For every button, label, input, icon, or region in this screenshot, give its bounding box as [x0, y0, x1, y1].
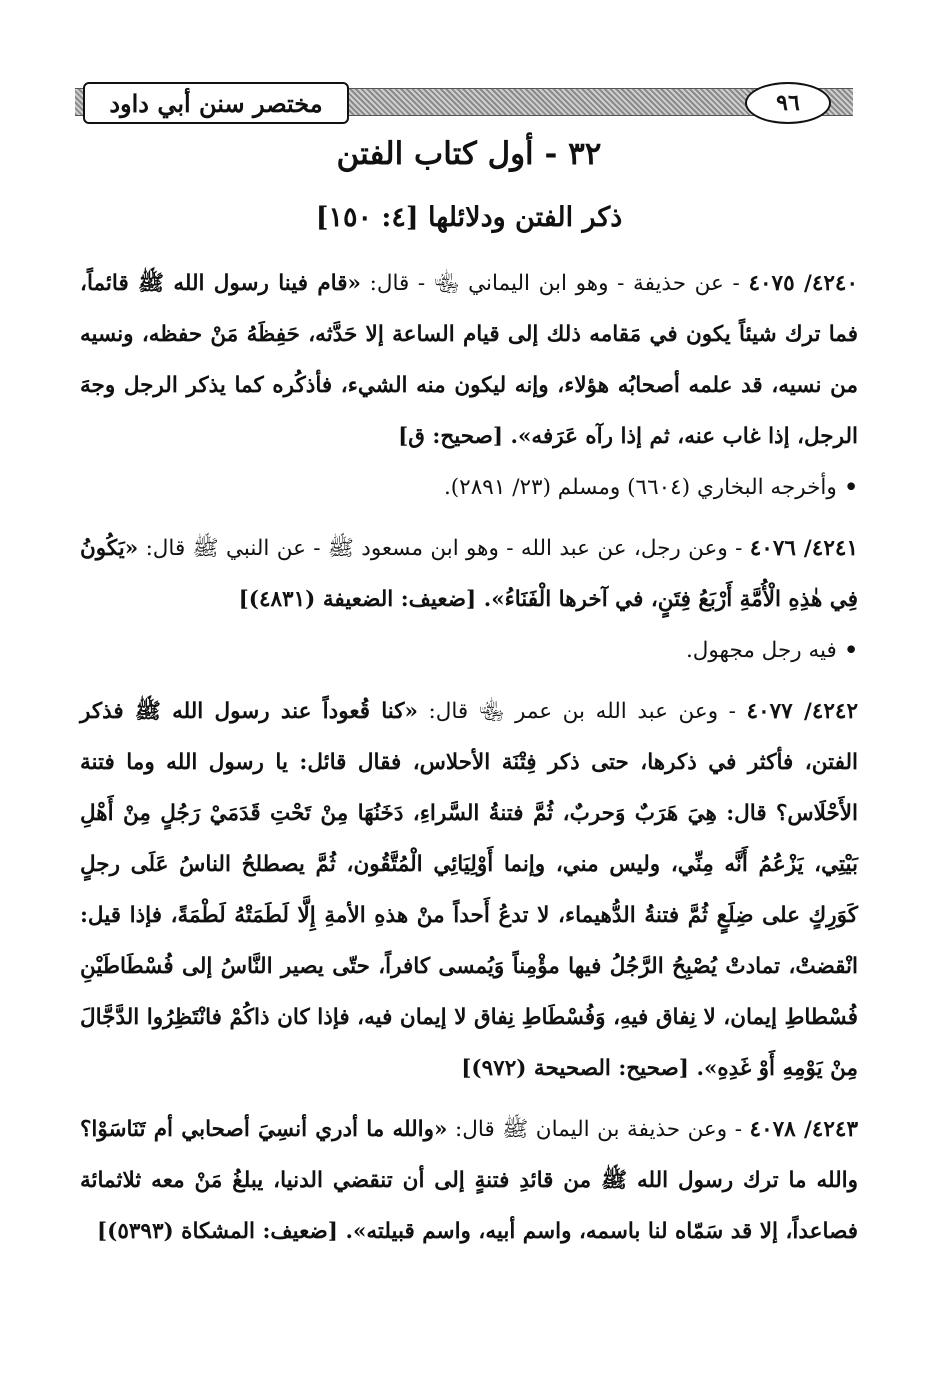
hadith-grade: . [صحيح: الصحيحة (٩٧٢)] [461, 1056, 704, 1081]
book-title: مختصر سنن أبي داود [109, 88, 323, 118]
hadith-grade: . [ضعيف: المشكاة (٥٣٩٣)] [96, 1219, 353, 1244]
hadith-number: ٤٢٤٣/ ٤٠٧٨ [749, 1117, 858, 1142]
hadith-paragraph [80, 258, 858, 462]
hadith-chain: - عن حذيفة - وهو ابن اليماني ﵄ - قال: [360, 271, 749, 296]
hadith-note [80, 462, 858, 513]
hadith-paragraph [80, 686, 858, 1094]
section-title: ذكر الفتن ودلائلها [٤: ١٥٠] [315, 202, 623, 233]
hadith-chain: - وعن رجل، عن عبد الله - وهو ابن مسعود ﷺ - عن النبي ﷺ قال: [138, 536, 750, 561]
hadith-chain: - وعن حذيفة بن اليمان ﷺ قال: [447, 1117, 750, 1142]
page-body [80, 258, 858, 1257]
page-header [75, 82, 853, 122]
hadith-text: «قام فينا رسول الله ﷺ قائماً، فما ترك شيئاً يكون في مَقامه ذلك إلى قيام الساعة إلا حَدَّثه، حَفِظَهُ مَنْ حفظه، ونسيه من نسيه، قد علمه أصحابُه هؤلاء، وإنه ليكون منه الشيء، فأذكُره كما يذكر الرجل وجهَ الرجل، إذا غاب عنه، ثم إذا رآه عَرَفه» [80, 271, 858, 449]
hadith-note-text: فيه رجل مجهول. [685, 638, 837, 663]
hadith-note-text: وأخرجه البخاري (٦٦٠٤) ومسلم (٢٣/ ٢٨٩١). [443, 475, 837, 500]
hadith-text: «يَكُونُ فِي هٰذِهِ الْأُمَّةِ أَرْبَعُ فِتَنٍ، في آخرها الْفَنَاءُ» [80, 536, 858, 612]
hadith-number: ٤٢٤١/ ٤٠٧٦ [749, 536, 858, 561]
hadith-text: «كنا قُعوداً عند رسول الله ﷺ فذكر الفتن، فأكثر في ذكرها، حتى ذكر فِتْنَة الأحلاس، فقال قائل: يا رسول الله وما فتنة الأَحْلَاس؟ قال: هِيَ هَرَبٌ وَحربٌ، ثُمَّ فتنةُ السَّراءِ، دَخَنُهَا مِنْ تَحْتِ قَدَمَيْ رَجُلٍ مِنْ أَهْلِ بَيْتِي، يَزْعُمُ أَنَّه مِنِّي، وليس مني، وإنما أَوْلِيَائِي الْمُتَّقُون، ثُمَّ يصطلحُ الناسُ عَلَى رجلٍ كَوَرِكٍ على ضِلَعٍ ثُمَّ فتنةُ الدُّهيماء، لا تدعُ أَحداً منْ هذهِ الأمةِ إِلَّا لَطَمَتْهُ لَطْمَةً، فإذا قيل: انْقضتْ، تمادتْ يُصْبِحُ الرَّجُلُ فيها مؤْمِناً وَيُمسى كافراً، حتّى يصير النَّاسُ إلى فُسْطَاطَيْنِ فُسْطاطِ إيمان، لا نِفاق فيهِ، وَفُسْطَاطِ نِفاق لا إيمان فيه، فإذا كان ذاكُمْ فانْتَظِرُوا الدَّجَّالَ مِنْ يَوْمِهِ أَوْ غَدِهِ» [80, 699, 858, 1081]
hadith-chain: - وعن عبد الله بن عمر ﵄ قال: [417, 699, 747, 724]
hadith-note [80, 625, 858, 676]
book-title-box [83, 82, 349, 124]
chapter-title: ٣٢ - أول كتاب الفتن [336, 136, 602, 172]
hadith-paragraph [80, 1104, 858, 1257]
hadith-paragraph [80, 523, 858, 625]
page-number-oval [745, 82, 831, 124]
hadith-number: ٤٢٤٢/ ٤٠٧٧ [746, 699, 859, 724]
hadith-grade: . [صحيح: ق] [398, 424, 518, 449]
hadith-number: ٤٢٤٠/ ٤٠٧٥ [748, 271, 859, 296]
page-number: ٩٦ [776, 90, 800, 116]
hadith-text: «والله ما أدري أنسِيَ أصحابي أم تَنَاسَوْا؟ والله ما ترك رسول الله ﷺ من قائدِ فتنةٍ إلى أن تنقضي الدنيا، يبلغُ مَنْ معه ثلاثمائة فصاعداً، إلا قد سَمّاه لنا باسمه، واسم أبيه، واسم قبيلته» [80, 1117, 858, 1244]
hadith-grade: . [ضعيف: الضعيفة (٤٨٣١)] [238, 587, 492, 612]
